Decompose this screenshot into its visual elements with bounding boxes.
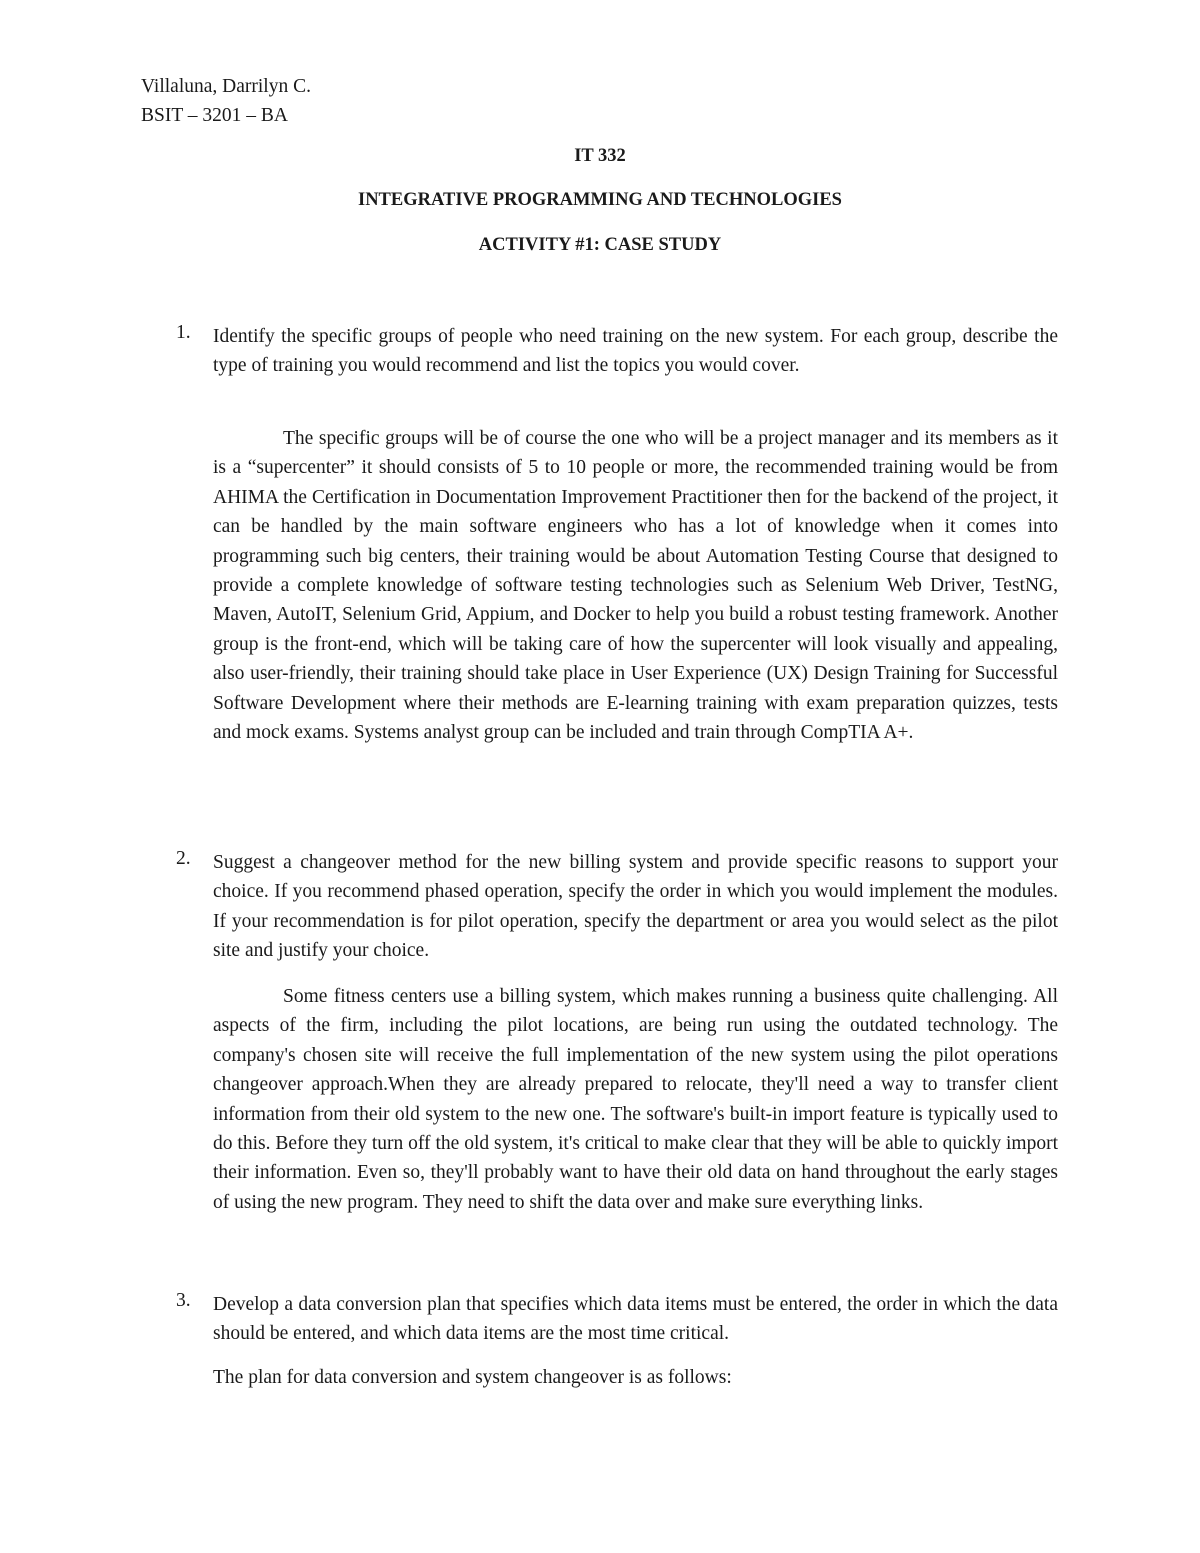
activity-title: ACTIVITY #1: CASE STUDY	[478, 235, 722, 255]
question-3-answer: The plan for data conversion and system changeover is as follows:	[213, 1367, 732, 1388]
question-2-answer: Some fitness centers use a billing system, which makes running a business quite challenging. All aspects of the firm, including the pilot locations, are being run using the outdated technology. The company's chosen site will receive the full implementation of the new system using the pilot operations changeover approach.When they are already prepared to relocate, they'll need a way to transfer client information from their old system to the new one. The software's built-in import feature is typically used to do this. Before they turn off the old system, it's critical to make clear that they will be able to quickly import their information. Even so, they'll probably want to have their old data on hand throughout the early stages of using the new program. They need to shift the data over and make sure everything links.	[213, 986, 1058, 1213]
question-1-answer: The specific groups will be of course the one who will be a project manager and its members as it is a “supercenter” it should consists of 5 to 10 people or more, the recommended training would be from AHIMA the Certification in Documentation Improvement Practitioner then for the backend of the project, it can be handled by the main software engineers who has a lot of knowledge when it comes into programming such big centers, their training would be about Automation Testing Course that designed to provide a complete knowledge of software testing technologies such as Selenium Web Driver, TestNG, Maven, AutoIT, Selenium Grid, Appium, and Docker to help you build a robust testing framework. Another group is the front-end, which will be taking care of how the supercenter will look visually and appealing, also user-friendly, their training should take place in User Experience (UX) Design Training for Successful Software Development where their methods are E-learning training with exam preparation quizzes, tests and mock exams. Systems analyst group can be included and train through CompTIA A+.	[213, 428, 1058, 744]
question-1-number: 1.	[176, 322, 191, 343]
author-name: Villaluna, Darrilyn C.	[141, 76, 311, 97]
question-2-number: 2.	[176, 848, 191, 869]
question-1-prompt: Identify the specific groups of people who need training on the new system. For each group, describe the type of training you would recommend and list the topics you would cover.	[213, 326, 1058, 377]
course-name: INTEGRATIVE PROGRAMMING AND TECHNOLOGIES	[358, 190, 842, 210]
question-3-prompt: Develop a data conversion plan that specifies which data items must be entered, the order in which the data should be entered, and which data items are the most time critical.	[213, 1294, 1058, 1345]
student-section: BSIT – 3201 – BA	[141, 105, 288, 126]
course-code: IT 332	[574, 146, 626, 166]
author-info	[141, 72, 311, 130]
question-3-number: 3.	[176, 1290, 191, 1311]
question-2-prompt: Suggest a changeover method for the new billing system and provide specific reasons to support your choice. If you recommend phased operation, specify the order in which you would implement the modules. If your recommendation is for pilot operation, specify the department or area you would select as the pilot site and justify your choice.	[213, 852, 1058, 962]
